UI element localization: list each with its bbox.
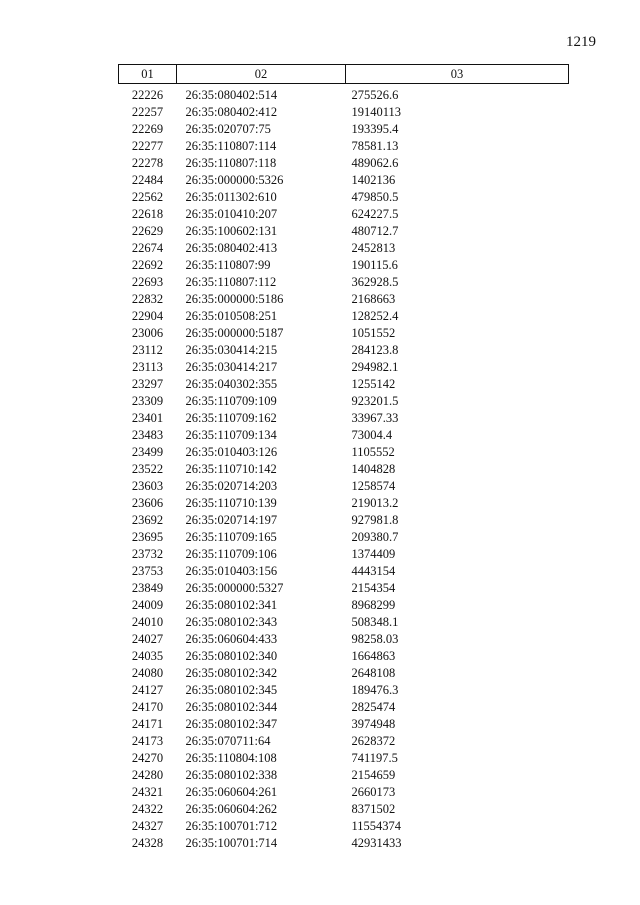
table-cell-col-02: 26:35:080102:343 <box>185 615 278 629</box>
table-cell-col-03: 2154354 <box>351 581 396 595</box>
table-cell-col-01: 22278 <box>131 156 164 170</box>
table-cell-col-02: 26:35:110710:139 <box>185 496 277 510</box>
table-cell-col-02: 26:35:100602:131 <box>185 224 278 238</box>
table-row <box>119 172 569 189</box>
table-cell-col-02: 26:35:110807:99 <box>185 258 271 272</box>
table-row <box>119 84 569 105</box>
table-cell-col-02: 26:35:011302:610 <box>185 190 277 204</box>
table-cell-col-03: 190115.6 <box>351 258 398 272</box>
table-cell-col-03: 1374409 <box>351 547 396 561</box>
table-cell-col-02: 26:35:010508:251 <box>185 309 278 323</box>
table-cell-col-03: 73004.4 <box>351 428 393 442</box>
table-cell-col-02: 26:35:080402:412 <box>185 105 278 119</box>
table-row <box>119 325 569 342</box>
table-row <box>119 342 569 359</box>
table-row <box>119 597 569 614</box>
table-cell-col-02: 26:35:040302:355 <box>185 377 278 391</box>
table-cell-col-02: 26:35:070711:64 <box>185 734 271 748</box>
table-cell-col-03: 98258.03 <box>351 632 399 646</box>
table-cell-col-02: 26:35:010410:207 <box>185 207 278 221</box>
table-row <box>119 223 569 240</box>
table-cell-col-01: 24171 <box>131 717 164 731</box>
table-cell-col-02: 26:35:110807:118 <box>185 156 277 170</box>
page-number: 1219 <box>566 34 596 50</box>
table-row <box>119 274 569 291</box>
table-header-row <box>119 65 569 84</box>
table-cell-col-02: 26:35:110709:162 <box>185 411 277 425</box>
table-row <box>119 393 569 410</box>
table-cell-col-02: 26:35:060604:433 <box>185 632 278 646</box>
column-header-02: 02 <box>177 65 346 84</box>
table-cell-col-02: 26:35:010403:126 <box>185 445 278 459</box>
table-row <box>119 444 569 461</box>
table-cell-col-01: 23753 <box>131 564 164 578</box>
table-row <box>119 138 569 155</box>
table-cell-col-01: 22692 <box>131 258 164 272</box>
data-table <box>118 64 569 852</box>
table-cell-col-01: 24327 <box>131 819 164 833</box>
table-row <box>119 818 569 835</box>
table-cell-col-02: 26:35:080102:344 <box>185 700 278 714</box>
table-row <box>119 733 569 750</box>
table-cell-col-03: 128252.4 <box>351 309 399 323</box>
table-cell-col-01: 22562 <box>131 190 164 204</box>
table-row <box>119 291 569 308</box>
table-cell-col-03: 275526.6 <box>351 88 399 102</box>
table-cell-col-01: 23309 <box>131 394 164 408</box>
table-cell-col-01: 24010 <box>131 615 164 629</box>
table-row <box>119 461 569 478</box>
table-cell-col-03: 3974948 <box>351 717 396 731</box>
table-cell-col-01: 23606 <box>131 496 164 510</box>
table-cell-col-03: 508348.1 <box>351 615 399 629</box>
table-cell-col-01: 24035 <box>131 649 164 663</box>
table-cell-col-01: 24173 <box>131 734 164 748</box>
table-cell-col-03: 480712.7 <box>351 224 399 238</box>
table-cell-col-03: 2628372 <box>351 734 396 748</box>
table-row <box>119 376 569 393</box>
table-cell-col-02: 26:35:080402:514 <box>185 88 278 102</box>
table-body <box>119 84 569 853</box>
table-cell-col-03: 4443154 <box>351 564 396 578</box>
table-cell-col-01: 24170 <box>131 700 164 714</box>
table-row <box>119 801 569 818</box>
table-row <box>119 121 569 138</box>
table-row <box>119 716 569 733</box>
table-cell-col-01: 24322 <box>131 802 164 816</box>
table-cell-col-02: 26:35:020714:197 <box>185 513 278 527</box>
table-cell-col-01: 23113 <box>132 360 163 374</box>
table-cell-col-03: 284123.8 <box>351 343 399 357</box>
table-row <box>119 308 569 325</box>
table-cell-col-01: 23483 <box>131 428 164 442</box>
table-cell-col-02: 26:35:060604:262 <box>185 802 278 816</box>
table-cell-col-02: 26:35:000000:5326 <box>185 173 284 187</box>
table-cell-col-01: 23692 <box>131 513 164 527</box>
table-row <box>119 614 569 631</box>
table-cell-col-01: 22257 <box>131 105 164 119</box>
table-cell-col-03: 8968299 <box>351 598 396 612</box>
table-cell-col-01: 24009 <box>131 598 164 612</box>
table-cell-col-01: 23297 <box>131 377 164 391</box>
table-cell-col-02: 26:35:100701:712 <box>185 819 278 833</box>
table-cell-col-02: 26:35:110709:165 <box>185 530 277 544</box>
table-cell-col-03: 294982.1 <box>351 360 399 374</box>
table-row <box>119 563 569 580</box>
table-cell-col-03: 624227.5 <box>351 207 399 221</box>
table-cell-col-02: 26:35:110709:106 <box>185 547 277 561</box>
column-header-01: 01 <box>119 65 177 84</box>
table-cell-col-02: 26:35:030414:217 <box>185 360 278 374</box>
table-cell-col-01: 22629 <box>131 224 164 238</box>
table-row <box>119 189 569 206</box>
table-cell-col-02: 26:35:080102:341 <box>185 598 278 612</box>
table-row <box>119 631 569 648</box>
table-row <box>119 257 569 274</box>
table-cell-col-02: 26:35:080102:345 <box>185 683 278 697</box>
table-cell-col-03: 209380.7 <box>351 530 399 544</box>
table-row <box>119 427 569 444</box>
table-row <box>119 699 569 716</box>
table-row <box>119 104 569 121</box>
table-row <box>119 478 569 495</box>
table-cell-col-03: 19140113 <box>351 105 402 119</box>
table-cell-col-01: 22484 <box>131 173 164 187</box>
table-cell-col-01: 24270 <box>131 751 164 765</box>
table-cell-col-01: 24280 <box>131 768 164 782</box>
table-row <box>119 580 569 597</box>
table-cell-col-03: 8371502 <box>351 802 396 816</box>
table-cell-col-01: 22277 <box>131 139 164 153</box>
table-row <box>119 784 569 801</box>
table-cell-col-03: 1664863 <box>351 649 396 663</box>
table-cell-col-03: 219013.2 <box>351 496 399 510</box>
table-cell-col-01: 23732 <box>131 547 164 561</box>
table-row <box>119 240 569 257</box>
table-cell-col-01: 23112 <box>132 343 163 357</box>
table-row <box>119 359 569 376</box>
table-cell-col-02: 26:35:000000:5186 <box>185 292 284 306</box>
table-row <box>119 835 569 852</box>
table-cell-col-02: 26:35:110709:109 <box>185 394 277 408</box>
table-cell-col-01: 23401 <box>131 411 164 425</box>
table-cell-col-01: 24027 <box>131 632 164 646</box>
table-row <box>119 682 569 699</box>
table-cell-col-02: 26:35:110807:114 <box>185 139 277 153</box>
table-cell-col-03: 2168663 <box>351 292 396 306</box>
table-cell-col-02: 26:35:080402:413 <box>185 241 278 255</box>
table-row <box>119 206 569 223</box>
table-cell-col-02: 26:35:110710:142 <box>185 462 277 476</box>
column-header-03: 03 <box>346 65 569 84</box>
table-cell-col-01: 23695 <box>131 530 164 544</box>
table-cell-col-01: 22904 <box>131 309 164 323</box>
table-cell-col-01: 24328 <box>131 836 164 850</box>
table-cell-col-03: 2660173 <box>351 785 396 799</box>
table-cell-col-01: 22226 <box>131 88 164 102</box>
table-cell-col-01: 22674 <box>131 241 164 255</box>
table-cell-col-01: 22269 <box>131 122 164 136</box>
table-cell-col-02: 26:35:020714:203 <box>185 479 278 493</box>
table-cell-col-02: 26:35:110709:134 <box>185 428 277 442</box>
table-cell-col-02: 26:35:110807:112 <box>185 275 277 289</box>
table-row <box>119 665 569 682</box>
table-row <box>119 410 569 427</box>
table-cell-col-02: 26:35:020707:75 <box>185 122 271 136</box>
table-cell-col-03: 927981.8 <box>351 513 399 527</box>
table-row <box>119 750 569 767</box>
table-cell-col-03: 42931433 <box>351 836 402 850</box>
table-cell-col-02: 26:35:080102:347 <box>185 717 278 731</box>
table-cell-col-01: 22693 <box>131 275 164 289</box>
table-cell-col-03: 78581.13 <box>351 139 399 153</box>
table-cell-col-02: 26:35:100701:714 <box>185 836 278 850</box>
table-cell-col-02: 26:35:080102:338 <box>185 768 278 782</box>
table-cell-col-02: 26:35:010403:156 <box>185 564 278 578</box>
table-cell-col-01: 22832 <box>131 292 164 306</box>
table-cell-col-03: 1258574 <box>351 479 396 493</box>
table-cell-col-01: 23499 <box>131 445 164 459</box>
table-cell-col-02: 26:35:080102:340 <box>185 649 278 663</box>
table-cell-col-03: 189476.3 <box>351 683 399 697</box>
table-cell-col-03: 2825474 <box>351 700 396 714</box>
table-cell-col-01: 23603 <box>131 479 164 493</box>
table-cell-col-01: 23006 <box>131 326 164 340</box>
table-row <box>119 529 569 546</box>
table-cell-col-03: 741197.5 <box>351 751 398 765</box>
table-cell-col-02: 26:35:030414:215 <box>185 343 278 357</box>
table-cell-col-03: 2452813 <box>351 241 396 255</box>
table-cell-col-01: 24127 <box>131 683 164 697</box>
table-row <box>119 648 569 665</box>
table-cell-col-02: 26:35:000000:5187 <box>185 326 284 340</box>
table-cell-col-01: 22618 <box>131 207 164 221</box>
table-cell-col-03: 1051552 <box>351 326 396 340</box>
table-cell-col-01: 23522 <box>131 462 164 476</box>
table-cell-col-03: 923201.5 <box>351 394 399 408</box>
table-row <box>119 155 569 172</box>
table-cell-col-03: 193395.4 <box>351 122 399 136</box>
table-cell-col-03: 362928.5 <box>351 275 399 289</box>
table-cell-col-02: 26:35:000000:5327 <box>185 581 284 595</box>
table-cell-col-03: 489062.6 <box>351 156 399 170</box>
table-cell-col-01: 24321 <box>131 785 164 799</box>
table-cell-col-03: 1105552 <box>351 445 395 459</box>
table-cell-col-03: 1402136 <box>351 173 396 187</box>
table-cell-col-03: 1255142 <box>351 377 396 391</box>
table-row <box>119 512 569 529</box>
table-cell-col-03: 479850.5 <box>351 190 399 204</box>
table-cell-col-02: 26:35:110804:108 <box>185 751 277 765</box>
table-row <box>119 495 569 512</box>
table-row <box>119 767 569 784</box>
table-cell-col-03: 1404828 <box>351 462 396 476</box>
table-cell-col-02: 26:35:060604:261 <box>185 785 278 799</box>
table-cell-col-01: 23849 <box>131 581 164 595</box>
table-cell-col-02: 26:35:080102:342 <box>185 666 278 680</box>
table-cell-col-03: 11554374 <box>351 819 402 833</box>
table-cell-col-03: 2154659 <box>351 768 396 782</box>
table-cell-col-03: 2648108 <box>351 666 396 680</box>
table-cell-col-03: 33967.33 <box>351 411 399 425</box>
table-row <box>119 546 569 563</box>
table-cell-col-01: 24080 <box>131 666 164 680</box>
